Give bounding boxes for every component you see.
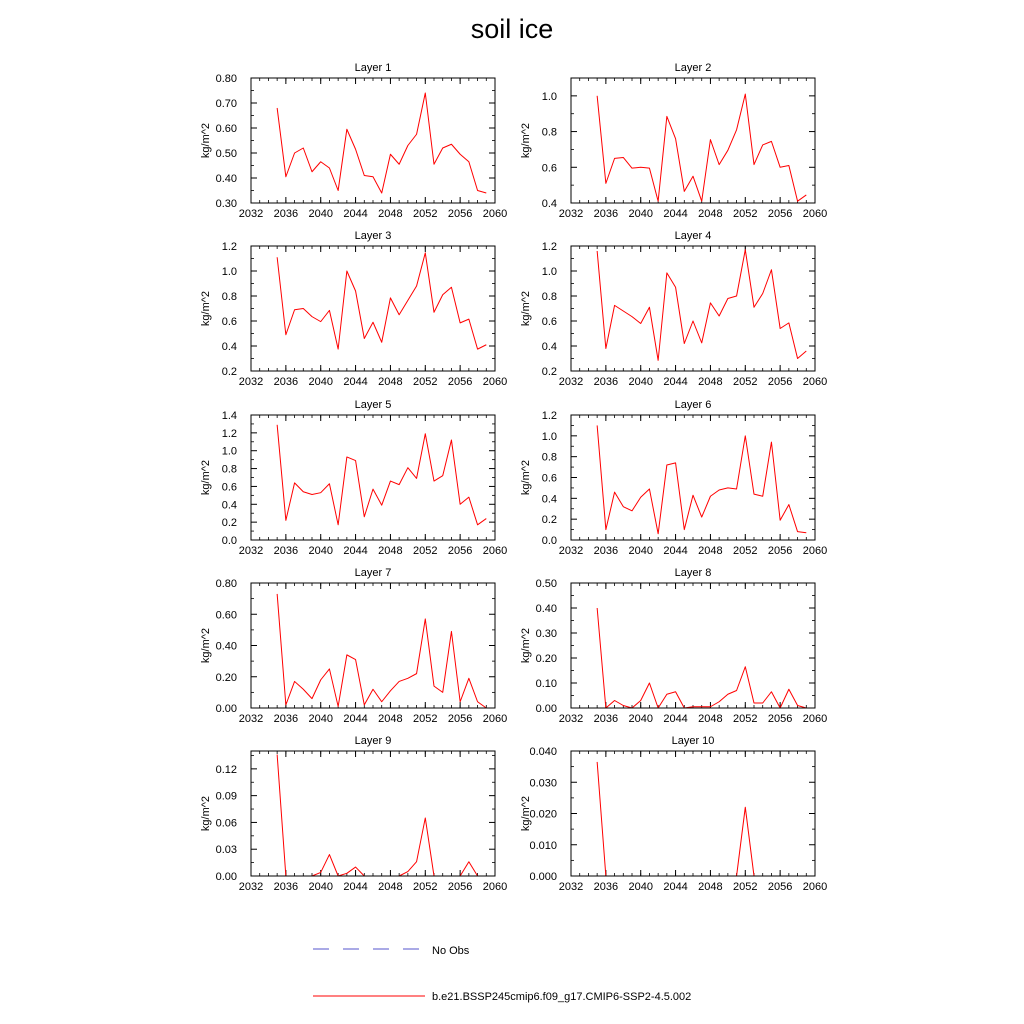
panel-title: Layer 5: [354, 399, 392, 411]
panel-title: Layer 7: [354, 567, 392, 579]
plot-frame: [571, 246, 815, 371]
x-tick-label: 2032: [558, 545, 584, 557]
y-tick-label: 0.4: [541, 341, 557, 353]
x-tick-label: 2044: [663, 208, 688, 220]
x-tick-label: 2036: [273, 545, 299, 557]
series-line: [277, 425, 486, 525]
panel-layer-3: [200, 230, 507, 388]
x-tick-label: 2052: [413, 545, 438, 557]
y-tick-label: 0.6: [541, 316, 557, 328]
x-tick-label: 2040: [308, 545, 333, 557]
y-tick-label: 0.09: [215, 790, 237, 803]
x-tick-label: 2032: [238, 545, 264, 557]
y-tick-label: 0.40: [215, 173, 237, 185]
y-tick-label: 0.2: [221, 517, 237, 530]
x-tick-label: 2052: [413, 713, 438, 725]
series-line: [277, 594, 486, 708]
panel-layer-10: [520, 735, 827, 893]
x-tick-label: 2052: [413, 881, 438, 893]
x-tick-label: 2048: [378, 881, 403, 893]
y-tick-label: 0.8: [541, 291, 557, 303]
y-tick-label: 0.80: [215, 578, 237, 590]
y-tick-label: 0.0: [221, 535, 237, 547]
y-tick-label: 0.040: [529, 746, 557, 758]
x-tick-label: 2044: [343, 545, 368, 557]
x-tick-label: 2056: [447, 881, 473, 893]
x-tick-label: 2036: [593, 208, 619, 220]
y-tick-label: 0.8: [541, 126, 557, 139]
series-line: [597, 94, 806, 201]
y-tick-label: 1.0: [221, 266, 237, 278]
x-tick-label: 2040: [308, 713, 333, 725]
x-tick-label: 2060: [802, 376, 828, 388]
plot-frame: [571, 583, 815, 708]
x-tick-label: 2052: [413, 208, 438, 220]
y-tick-label: 0.00: [215, 703, 237, 715]
x-tick-label: 2048: [698, 881, 723, 893]
y-tick-label: 0.6: [541, 472, 557, 485]
y-tick-label: 1.2: [541, 241, 557, 253]
x-tick-label: 2032: [558, 713, 584, 725]
y-tick-label: 0.4: [541, 198, 557, 210]
y-axis-label: kg/m^2: [200, 459, 212, 496]
y-tick-label: 0.2: [541, 514, 557, 527]
panel-layer-2: [520, 62, 827, 220]
y-axis-label: kg/m^2: [520, 122, 532, 159]
x-tick-label: 2060: [482, 208, 508, 220]
panel-layer-7: [200, 567, 507, 725]
y-tick-label: 0.010: [529, 839, 557, 852]
x-tick-label: 2044: [343, 208, 368, 220]
x-tick-label: 2048: [698, 208, 723, 220]
y-tick-label: 0.70: [215, 98, 237, 110]
x-tick-label: 2056: [447, 208, 473, 220]
y-axis-label: kg/m^2: [520, 627, 532, 664]
x-tick-label: 2052: [733, 208, 758, 220]
y-tick-label: 0.8: [541, 451, 557, 464]
x-tick-label: 2036: [273, 208, 299, 220]
plot-frame: [251, 751, 495, 876]
x-tick-label: 2036: [593, 376, 619, 388]
y-tick-label: 0.000: [529, 871, 557, 883]
y-axis-label: kg/m^2: [520, 290, 532, 327]
x-tick-label: 2060: [802, 713, 828, 725]
y-tick-label: 0.4: [541, 493, 557, 506]
panel-title: Layer 1: [354, 62, 392, 74]
plot-frame: [251, 415, 495, 540]
y-tick-label: 0.50: [535, 578, 557, 590]
y-tick-label: 1.0: [541, 266, 557, 278]
x-tick-label: 2060: [482, 545, 508, 557]
x-tick-label: 2036: [273, 713, 299, 725]
y-tick-label: 0.6: [221, 316, 237, 328]
y-tick-label: 0.30: [535, 628, 557, 640]
x-tick-label: 2056: [447, 545, 473, 557]
y-axis-label: kg/m^2: [520, 795, 532, 832]
y-tick-label: 1.0: [541, 430, 557, 443]
x-tick-label: 2040: [628, 545, 653, 557]
y-tick-label: 1.0: [221, 445, 237, 458]
x-tick-label: 2052: [733, 881, 758, 893]
x-tick-label: 2044: [663, 881, 688, 893]
x-tick-label: 2060: [802, 208, 828, 220]
x-tick-label: 2032: [238, 881, 264, 893]
y-tick-label: 0.00: [215, 871, 237, 883]
y-tick-label: 0.4: [221, 499, 237, 512]
y-tick-label: 1.4: [221, 410, 237, 422]
y-tick-label: 0.40: [535, 603, 557, 615]
series-line: [597, 425, 806, 533]
x-tick-label: 2056: [447, 376, 473, 388]
x-tick-label: 2040: [628, 208, 653, 220]
y-tick-label: 0.030: [529, 777, 557, 790]
x-tick-label: 2032: [238, 208, 264, 220]
y-tick-label: 0.03: [215, 844, 237, 857]
y-tick-label: 0.8: [221, 463, 237, 476]
x-tick-label: 2036: [273, 881, 299, 893]
legend-label-no-obs: No Obs: [432, 945, 470, 957]
panel-layer-4: [520, 230, 827, 388]
x-tick-label: 2048: [698, 713, 723, 725]
x-tick-label: 2032: [558, 208, 584, 220]
panel-title: Layer 9: [354, 735, 392, 747]
panel-title: Layer 6: [674, 399, 712, 411]
x-tick-label: 2060: [482, 881, 508, 893]
plot-frame: [251, 246, 495, 371]
x-tick-label: 2056: [767, 713, 793, 725]
y-tick-label: 0.06: [215, 817, 237, 830]
x-tick-label: 2048: [378, 208, 403, 220]
x-tick-label: 2044: [343, 376, 368, 388]
y-axis-label: kg/m^2: [200, 290, 212, 327]
x-tick-label: 2036: [593, 713, 619, 725]
panel-layer-6: [520, 399, 827, 557]
y-tick-label: 0.12: [215, 763, 237, 776]
plot-frame: [571, 751, 815, 876]
x-tick-label: 2036: [593, 545, 619, 557]
chart-panels: [200, 62, 827, 893]
y-tick-label: 0.80: [215, 73, 237, 85]
x-tick-label: 2044: [663, 376, 688, 388]
panel-title: Layer 8: [674, 567, 712, 579]
plot-frame: [251, 78, 495, 203]
y-tick-label: 0.4: [221, 341, 237, 353]
y-tick-label: 0.10: [535, 678, 557, 690]
series-line: [597, 250, 806, 361]
x-tick-label: 2056: [767, 376, 793, 388]
panel-layer-5: [200, 399, 507, 557]
x-tick-label: 2052: [413, 376, 438, 388]
y-tick-label: 0.00: [535, 703, 557, 715]
x-tick-label: 2056: [767, 208, 793, 220]
panel-title: Layer 2: [674, 62, 712, 74]
x-tick-label: 2036: [273, 376, 299, 388]
panel-layer-1: [200, 62, 507, 220]
x-tick-label: 2032: [238, 713, 264, 725]
x-tick-label: 2032: [558, 881, 584, 893]
panel-layer-8: [520, 567, 827, 725]
y-tick-label: 0.6: [541, 162, 557, 175]
y-tick-label: 0.20: [535, 653, 557, 665]
x-tick-label: 2032: [558, 376, 584, 388]
x-tick-label: 2036: [593, 881, 619, 893]
y-tick-label: 0.2: [541, 366, 557, 378]
y-tick-label: 0.20: [215, 671, 237, 684]
y-tick-label: 0.6: [221, 481, 237, 494]
x-tick-label: 2040: [308, 881, 333, 893]
y-axis-label: kg/m^2: [200, 795, 212, 832]
x-tick-label: 2032: [238, 376, 264, 388]
y-tick-label: 1.2: [221, 241, 237, 253]
x-tick-label: 2040: [628, 376, 653, 388]
x-tick-label: 2060: [802, 881, 828, 893]
legend: [313, 945, 691, 1003]
x-tick-label: 2048: [698, 376, 723, 388]
x-tick-label: 2060: [482, 713, 508, 725]
x-tick-label: 2040: [308, 376, 333, 388]
panel-title: Layer 4: [674, 230, 712, 242]
x-tick-label: 2056: [767, 881, 793, 893]
series-line: [277, 93, 486, 193]
x-tick-label: 2052: [733, 713, 758, 725]
x-tick-label: 2048: [378, 376, 403, 388]
panel-title: Layer 3: [354, 230, 392, 242]
x-tick-label: 2040: [628, 881, 653, 893]
panel-title: Layer 10: [671, 735, 715, 747]
plot-frame: [571, 78, 815, 203]
y-axis-label: kg/m^2: [200, 122, 212, 159]
y-axis-label: kg/m^2: [200, 627, 212, 664]
x-tick-label: 2044: [663, 713, 688, 725]
y-tick-label: 0.60: [215, 123, 237, 135]
y-tick-label: 0.0: [541, 535, 557, 547]
y-tick-label: 0.30: [215, 198, 237, 210]
x-tick-label: 2044: [663, 545, 688, 557]
x-tick-label: 2052: [733, 545, 758, 557]
x-tick-label: 2040: [308, 208, 333, 220]
x-tick-label: 2048: [698, 545, 723, 557]
y-axis-label: kg/m^2: [520, 459, 532, 496]
x-tick-label: 2060: [802, 545, 828, 557]
series-line: [597, 762, 806, 876]
x-tick-label: 2048: [378, 713, 403, 725]
figure-title: soil ice: [470, 14, 554, 44]
y-tick-label: 1.2: [221, 427, 237, 440]
x-tick-label: 2048: [378, 545, 403, 557]
series-line: [597, 608, 806, 708]
y-tick-label: 0.40: [215, 640, 237, 653]
panel-layer-9: [200, 735, 507, 893]
y-tick-label: 0.8: [221, 291, 237, 303]
y-tick-label: 0.2: [221, 366, 237, 378]
series-line: [277, 755, 486, 876]
y-tick-label: 0.020: [529, 808, 557, 821]
x-tick-label: 2060: [482, 376, 508, 388]
legend-label-model: b.e21.BSSP245cmip6.f09_g17.CMIP6-SSP2-4.5.002: [432, 991, 692, 1003]
x-tick-label: 2040: [628, 713, 653, 725]
y-tick-label: 1.2: [541, 410, 557, 422]
y-tick-label: 0.50: [215, 148, 237, 160]
x-tick-label: 2056: [447, 713, 473, 725]
x-tick-label: 2056: [767, 545, 793, 557]
x-tick-label: 2052: [733, 376, 758, 388]
series-line: [277, 253, 486, 349]
x-tick-label: 2044: [343, 881, 368, 893]
y-tick-label: 1.0: [541, 90, 557, 103]
x-tick-label: 2044: [343, 713, 368, 725]
y-tick-label: 0.60: [215, 609, 237, 622]
